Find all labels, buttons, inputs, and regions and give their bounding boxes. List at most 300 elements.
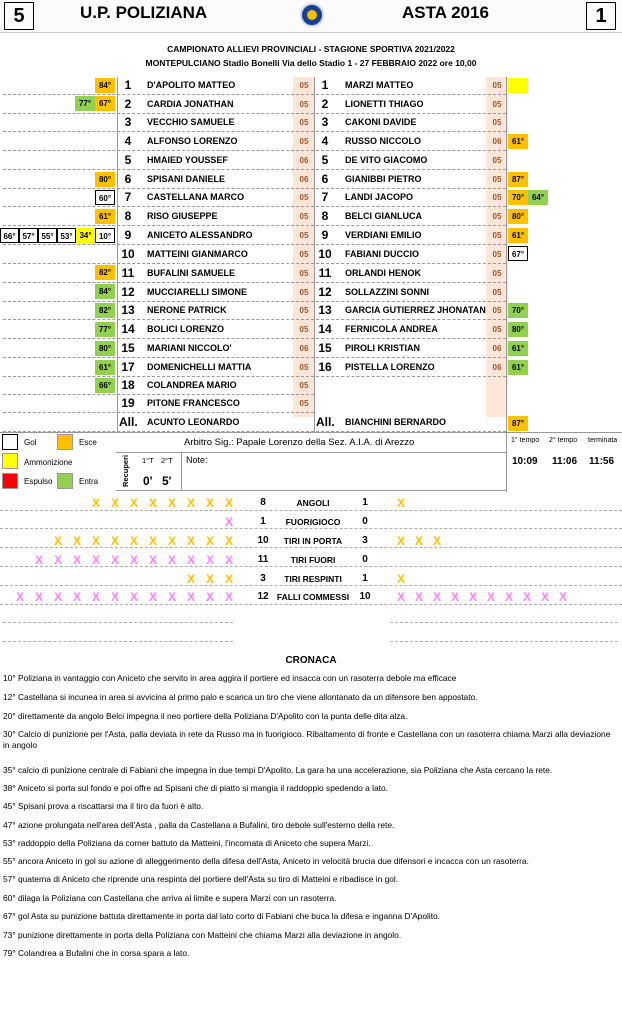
tally-mark: X bbox=[187, 572, 196, 586]
away-player-year: 05 bbox=[492, 118, 502, 127]
home-player-number: 15 bbox=[121, 341, 135, 355]
home-player-number: 10 bbox=[121, 247, 135, 261]
away-player-number: 2 bbox=[321, 97, 329, 111]
away-player-number: 15 bbox=[318, 341, 332, 355]
home-player-name: RISO GIUSEPPE bbox=[147, 211, 218, 221]
time-1-value: 10:09 bbox=[512, 456, 538, 467]
home-player-name: ACUNTO LEONARDO bbox=[147, 417, 240, 427]
home-player-name: COLANDREA MARIO bbox=[147, 380, 237, 390]
cronaca-entry: 35° calcio di punizione centrale di Fabiani che impegna in due tempi D'Apolito. La gara ha una accelerazione, sia Poliziana che Asta cercano la rete. bbox=[3, 765, 553, 775]
referee-info: Arbitro Sig.: Papale Lorenzo della Sez. A.I.A. di Arezzo bbox=[184, 437, 415, 448]
tally-mark: X bbox=[16, 590, 25, 604]
home-event-18: 66° bbox=[95, 378, 115, 393]
home-player-number: 11 bbox=[121, 266, 135, 280]
home-player-number: 2 bbox=[124, 97, 132, 111]
home-player-number: 6 bbox=[124, 172, 132, 186]
home-player-name: BUFALINI SAMUELE bbox=[147, 268, 236, 278]
away-player-name: DE VITO GIACOMO bbox=[345, 155, 428, 165]
row-line bbox=[316, 244, 506, 245]
tally-mark: X bbox=[433, 590, 442, 604]
entra-legend-label: Entra bbox=[79, 477, 99, 486]
time-3-value: 11:56 bbox=[589, 456, 615, 467]
stats-line bbox=[0, 528, 622, 529]
row-line bbox=[316, 225, 506, 226]
home-event-9-gol-b: 57° bbox=[19, 228, 38, 243]
away-player-number: 14 bbox=[318, 322, 332, 336]
away-player-year: 06 bbox=[492, 344, 502, 353]
row-line bbox=[316, 282, 506, 283]
stat-label: TIRI RESPINTI bbox=[284, 574, 342, 584]
espulso-legend-label: Espulso bbox=[24, 477, 53, 486]
note-label: Note: bbox=[186, 455, 208, 465]
cronaca-entry: 55° ancora Aniceto in gol su azione di alleggerimento della difesa dell'Asta, Aniceto in velocità brucia due difensori e incacca con un rasoterra. bbox=[3, 856, 529, 866]
row-line bbox=[3, 357, 314, 358]
away-player-number: 7 bbox=[321, 190, 329, 204]
away-player-name: FERNICOLA ANDREA bbox=[345, 324, 438, 334]
legend-top-line bbox=[0, 432, 622, 433]
tally-mark: X bbox=[130, 534, 139, 548]
home-player-year: 06 bbox=[299, 344, 309, 353]
tally-mark: X bbox=[54, 553, 63, 567]
stat-label: FALLI COMMESSI bbox=[276, 592, 350, 602]
time-1-header: 1° tempo bbox=[511, 437, 540, 444]
home-player-year: 05 bbox=[299, 100, 309, 109]
stat-label: FUORIGIOCO bbox=[285, 517, 341, 527]
away-player-year: 05 bbox=[492, 100, 502, 109]
away-player-name: CAKONI DAVIDE bbox=[345, 117, 417, 127]
tally-mark: X bbox=[92, 590, 101, 604]
tally-mark: X bbox=[111, 553, 120, 567]
away-player-year: 05 bbox=[492, 269, 502, 278]
away-player-name: LIONETTI THIAGO bbox=[345, 99, 424, 109]
tally-mark: X bbox=[130, 553, 139, 567]
away-player-number: 13 bbox=[318, 303, 332, 317]
blank-line-right bbox=[390, 622, 618, 623]
tally-mark: X bbox=[54, 590, 63, 604]
cronaca-entry: 57° quaterna di Aniceto che riprende una respinta del portiere dell'Asta su tiro di Matteini e ribadisce in gol. bbox=[3, 874, 399, 884]
recuperi-2t-value: 5' bbox=[162, 474, 172, 488]
away-player-name: SOLLAZZINI SONNI bbox=[345, 287, 429, 297]
away-player-name: BIANCHINI BERNARDO bbox=[345, 417, 446, 427]
tally-mark: X bbox=[225, 496, 234, 510]
stat-away-value: 0 bbox=[362, 516, 368, 527]
home-player-year: 05 bbox=[299, 193, 309, 202]
home-player-year: 05 bbox=[299, 137, 309, 146]
tally-mark: X bbox=[206, 590, 215, 604]
row-line bbox=[316, 338, 506, 339]
away-player-name: GARCIA GUTIERREZ JHONATAN bbox=[345, 305, 486, 315]
home-player-year: 05 bbox=[299, 306, 309, 315]
home-event-9-gol-d: 53° bbox=[57, 228, 76, 243]
stat-label: TIRI IN PORTA bbox=[283, 536, 343, 546]
stats-line bbox=[0, 510, 622, 511]
stat-label: TIRI FUORI bbox=[290, 555, 336, 565]
header-bar bbox=[0, 0, 622, 33]
tally-mark: X bbox=[73, 590, 82, 604]
away-player-name: MARZI MATTEO bbox=[345, 80, 414, 90]
home-player-year: 05 bbox=[299, 81, 309, 90]
away-player-name: PISTELLA LORENZO bbox=[345, 362, 435, 372]
tally-mark: X bbox=[206, 496, 215, 510]
row-line bbox=[3, 263, 314, 264]
stat-home-value: 11 bbox=[257, 554, 269, 565]
cronaca-entry: 79° Colandrea a Bufalini che in corsa spara a lato. bbox=[3, 948, 190, 958]
row-line bbox=[3, 225, 314, 226]
away-event-14: 80° bbox=[508, 322, 528, 337]
away-player-name: BELCI GIANLUCA bbox=[345, 211, 422, 221]
tally-mark: X bbox=[92, 553, 101, 567]
home-event-15: 80° bbox=[95, 341, 115, 356]
home-event-7-gol: 60° bbox=[95, 190, 115, 205]
home-player-number: 17 bbox=[121, 360, 135, 374]
venue-line: MONTEPULCIANO Stadio Bonelli Via dello Stadio 1 - 27 FEBBRAIO 2022 ore 10,00 bbox=[145, 58, 477, 68]
away-player-name: LANDI JACOPO bbox=[345, 192, 414, 202]
home-player-name: DOMENICHELLI MATTIA bbox=[147, 362, 252, 372]
away-player-name: FABIANI DUCCIO bbox=[345, 249, 419, 259]
cronaca-entry: 53° raddoppio della Poliziana da corner battuto da Matteini, l'incornata di Aniceto che supera Marzi. bbox=[3, 838, 371, 848]
home-player-number: 7 bbox=[124, 190, 132, 204]
row-line bbox=[3, 376, 314, 377]
tally-mark: X bbox=[92, 496, 101, 510]
home-event-9-gol-c: 55° bbox=[38, 228, 57, 243]
away-player-number: All. bbox=[316, 415, 335, 429]
away-event-15: 61° bbox=[508, 341, 528, 356]
tally-mark: X bbox=[559, 590, 568, 604]
home-player-number: 1 bbox=[124, 78, 132, 92]
away-player-name: RUSSO NICCOLO bbox=[345, 136, 422, 146]
blank-line-left bbox=[3, 641, 233, 642]
blank-line-right bbox=[390, 641, 618, 642]
home-player-number: 4 bbox=[124, 134, 132, 148]
stat-home-value: 1 bbox=[260, 516, 266, 527]
home-player-year: 05 bbox=[299, 381, 309, 390]
tally-mark: X bbox=[187, 534, 196, 548]
away-player-number: 12 bbox=[318, 285, 332, 299]
tally-mark: X bbox=[505, 590, 514, 604]
tally-mark: X bbox=[168, 496, 177, 510]
home-player-year: 06 bbox=[299, 156, 309, 165]
tally-mark: X bbox=[73, 553, 82, 567]
home-event-11: 82° bbox=[95, 265, 115, 280]
esce-legend-label: Esce bbox=[79, 438, 97, 447]
away-player-year: 05 bbox=[492, 212, 502, 221]
away-player-number: 4 bbox=[321, 134, 329, 148]
away-player-number: 9 bbox=[321, 228, 329, 242]
stat-label: ANGOLI bbox=[296, 498, 330, 508]
tally-mark: X bbox=[523, 590, 532, 604]
home-player-year: 05 bbox=[299, 269, 309, 278]
away-event-10-gol: 67° bbox=[508, 246, 528, 261]
row-line bbox=[3, 150, 314, 151]
home-player-name: VECCHIO SAMUELE bbox=[147, 117, 235, 127]
home-player-name: BOLICI LORENZO bbox=[147, 324, 224, 334]
away-player-year: 05 bbox=[492, 156, 502, 165]
away-player-year: 05 bbox=[492, 231, 502, 240]
stat-away-value: 1 bbox=[362, 573, 368, 584]
recuperi-2t-label: 2°T bbox=[161, 456, 173, 465]
home-player-name: MATTEINI GIANMARCO bbox=[147, 249, 248, 259]
home-event-9-gol-e: 10° bbox=[95, 228, 115, 243]
away-event-16: 61° bbox=[508, 360, 528, 375]
away-player-year: 05 bbox=[492, 306, 502, 315]
stat-away-value: 0 bbox=[362, 554, 368, 565]
stat-home-value: 10 bbox=[257, 535, 269, 546]
away-player-number: 6 bbox=[321, 172, 329, 186]
stat-away-value: 1 bbox=[362, 497, 368, 508]
tally-mark: X bbox=[487, 590, 496, 604]
roster-divider bbox=[314, 77, 315, 432]
tally-mark: X bbox=[92, 534, 101, 548]
away-team-title: ASTA 2016 bbox=[402, 3, 489, 22]
tally-mark: X bbox=[187, 553, 196, 567]
cronaca-entry: 73° punizione direttamente in porta della Poliziana con Matteini che chiama Marzi alla deviazione in angolo. bbox=[3, 930, 402, 940]
home-player-number: All. bbox=[119, 415, 138, 429]
gol-legend-label: Gol bbox=[24, 438, 37, 447]
away-event-9: 61° bbox=[508, 228, 528, 243]
home-player-year: 05 bbox=[299, 288, 309, 297]
row-line bbox=[3, 94, 314, 95]
tally-mark: X bbox=[35, 590, 44, 604]
away-player-year: 06 bbox=[492, 363, 502, 372]
home-event-12: 84° bbox=[95, 284, 115, 299]
away-player-name: PIROLI KRISTIAN bbox=[345, 343, 421, 353]
home-player-number: 9 bbox=[124, 228, 132, 242]
cronaca-title: CRONACA bbox=[285, 655, 337, 666]
cronaca-entry: 12° Castellana si incunea in area si avvicina al primo palo e scarica un tiro che viene allontanato da un difensore ben appostato. bbox=[3, 692, 478, 702]
home-player-year: 05 bbox=[299, 363, 309, 372]
tally-mark: X bbox=[397, 590, 406, 604]
tally-mark: X bbox=[433, 534, 442, 548]
cronaca-entry: 20° direttamente da angolo Belci impegna il neo portiere della Poliziana D'Apolito con la punta delle dita alza. bbox=[3, 711, 408, 721]
away-player-number: 11 bbox=[318, 266, 332, 280]
away-event-7a: 70° bbox=[508, 190, 528, 205]
gol-legend-swatch bbox=[2, 434, 18, 450]
recuperi-1t-value: 0' bbox=[143, 474, 153, 488]
cronaca-entry: 30° Calcio di punizione per l'Asta, palla deviata in rete da Russo ma in fuorigioco. Ribaltamento di fronte e Castellana con un rasoterra chiama Marzi alla deviazione in angolo bbox=[3, 729, 611, 750]
tally-mark: X bbox=[73, 534, 82, 548]
cronaca-entry: 10° Poliziana in vantaggio con Aniceto che servito in area aggira il portiere ed insacca con un rasoterra debole ma efficace bbox=[3, 673, 457, 683]
row-line bbox=[3, 113, 314, 114]
cronaca-entry: 38° Aniceto si porta sul fondo e poi offre ad Spisani che di piatto si mangia il raddoppio spedendo a lato. bbox=[3, 783, 388, 793]
cronaca-entry: 60° dilaga la Poliziana con Castellana che arriva al limite e supera Marzi con un rasoterra. bbox=[3, 893, 337, 903]
row-line bbox=[3, 206, 314, 207]
blank-line-left bbox=[3, 622, 233, 623]
row-line bbox=[316, 263, 506, 264]
recuperi-bottom-line bbox=[116, 490, 506, 491]
tally-mark: X bbox=[225, 515, 234, 529]
home-player-name: NERONE PATRICK bbox=[147, 305, 227, 315]
espulso-legend-swatch bbox=[2, 473, 18, 489]
away-player-number: 10 bbox=[318, 247, 332, 261]
ammonizione-legend-swatch bbox=[2, 453, 18, 469]
tally-mark: X bbox=[469, 590, 478, 604]
home-player-name: HMAIED YOUSSEF bbox=[147, 155, 228, 165]
home-player-name: D'APOLITO MATTEO bbox=[147, 80, 236, 90]
home-player-year: 05 bbox=[299, 212, 309, 221]
tally-mark: X bbox=[225, 590, 234, 604]
tally-mark: X bbox=[130, 590, 139, 604]
home-event-14: 77° bbox=[95, 322, 115, 337]
row-line bbox=[316, 113, 506, 114]
time-2-value: 11:06 bbox=[552, 456, 578, 467]
away-event-all: 87° bbox=[508, 416, 528, 431]
home-player-name: ALFONSO LORENZO bbox=[147, 136, 238, 146]
tally-mark: X bbox=[35, 553, 44, 567]
tally-mark: X bbox=[168, 590, 177, 604]
away-event-8: 80° bbox=[508, 209, 528, 224]
tally-mark: X bbox=[206, 572, 215, 586]
away-event-13: 70° bbox=[508, 303, 528, 318]
home-player-name: CARDIA JONATHAN bbox=[147, 99, 234, 109]
stats-line bbox=[0, 585, 622, 586]
home-player-number: 3 bbox=[124, 115, 132, 129]
away-player-year: 05 bbox=[492, 250, 502, 259]
tally-mark: X bbox=[168, 553, 177, 567]
away-event-4: 61° bbox=[508, 134, 528, 149]
away-player-year: 05 bbox=[492, 175, 502, 184]
tally-mark: X bbox=[168, 534, 177, 548]
time-2-header: 2° tempo bbox=[549, 437, 578, 444]
row-line bbox=[3, 131, 314, 132]
home-player-number: 12 bbox=[121, 285, 135, 299]
away-player-year: 05 bbox=[492, 81, 502, 90]
cronaca-entry: 67° gol Asta su punizione battuta direttamente in porta dal lato corto di Fabiani che buca la difesa e inganna D'Apolito. bbox=[3, 911, 441, 921]
tally-mark: X bbox=[415, 590, 424, 604]
tally-mark: X bbox=[130, 496, 139, 510]
home-event-2a: 77° bbox=[75, 96, 95, 111]
stat-home-value: 8 bbox=[260, 497, 266, 508]
away-player-number: 16 bbox=[318, 360, 332, 374]
home-player-name: MUCCIARELLI SIMONE bbox=[147, 287, 247, 297]
recuperi-1t-label: 1°T bbox=[142, 456, 154, 465]
time-3-header: terminata bbox=[588, 437, 618, 444]
row-line bbox=[3, 188, 314, 189]
row-line bbox=[316, 376, 506, 377]
tally-mark: X bbox=[206, 534, 215, 548]
cronaca-entry: 45° Spisani prova a riscattarsi ma il tiro da fuori è alto. bbox=[3, 801, 204, 811]
ammonizione-legend-label: Ammonizione bbox=[24, 458, 73, 467]
home-event-17: 61° bbox=[95, 360, 115, 375]
row-line bbox=[316, 357, 506, 358]
stats-line bbox=[0, 604, 622, 605]
home-event-9-amm: 34° bbox=[76, 228, 95, 243]
tally-mark: X bbox=[111, 590, 120, 604]
row-line bbox=[3, 301, 314, 302]
home-player-name: CASTELLANA MARCO bbox=[147, 192, 245, 202]
home-event-13: 82° bbox=[95, 303, 115, 318]
away-player-number: 5 bbox=[321, 153, 329, 167]
home-event-9-gol-a: 66° bbox=[0, 228, 19, 243]
row-line bbox=[3, 244, 314, 245]
tally-mark: X bbox=[149, 496, 158, 510]
stat-home-value: 3 bbox=[260, 573, 266, 584]
home-event-1: 84° bbox=[95, 78, 115, 93]
home-player-name: SPISANI DANIELE bbox=[147, 174, 226, 184]
row-line bbox=[316, 188, 506, 189]
tally-mark: X bbox=[225, 572, 234, 586]
away-event-1-amm bbox=[508, 78, 528, 93]
tally-mark: X bbox=[451, 590, 460, 604]
stat-home-value: 12 bbox=[257, 591, 269, 602]
entra-legend-swatch bbox=[57, 473, 73, 489]
away-player-name: ORLANDI HENOK bbox=[345, 268, 421, 278]
away-player-name: VERDIANI EMILIO bbox=[345, 230, 422, 240]
home-player-name: MARIANI NICCOLO' bbox=[147, 343, 232, 353]
lnd-logo-icon bbox=[300, 3, 324, 27]
tally-mark: X bbox=[187, 496, 196, 510]
tally-mark: X bbox=[187, 590, 196, 604]
tally-mark: X bbox=[225, 534, 234, 548]
away-score: 1 bbox=[586, 2, 616, 30]
tally-mark: X bbox=[54, 534, 63, 548]
home-player-number: 19 bbox=[121, 396, 135, 410]
note-divider bbox=[181, 452, 182, 490]
away-player-name: GIANIBBI PIETRO bbox=[345, 174, 422, 184]
away-player-year: 05 bbox=[492, 288, 502, 297]
stat-away-value: 3 bbox=[362, 535, 368, 546]
tally-mark: X bbox=[225, 553, 234, 567]
row-line bbox=[316, 94, 506, 95]
esce-legend-swatch bbox=[57, 434, 73, 450]
row-line bbox=[316, 206, 506, 207]
tally-mark: X bbox=[149, 534, 158, 548]
recuperi-label: Recuperi bbox=[121, 454, 130, 488]
stat-away-value: 10 bbox=[359, 591, 371, 602]
row-line bbox=[316, 301, 506, 302]
home-player-number: 14 bbox=[121, 322, 135, 336]
home-event-2b: 67° bbox=[95, 96, 115, 111]
referee-line bbox=[116, 452, 506, 453]
home-player-year: 05 bbox=[299, 118, 309, 127]
championship-title: CAMPIONATO ALLIEVI PROVINCIALI - STAGIONE SPORTIVA 2021/2022 bbox=[167, 44, 455, 54]
row-line bbox=[3, 282, 314, 283]
home-player-year: 05 bbox=[299, 250, 309, 259]
row-line bbox=[3, 169, 314, 170]
tally-mark: X bbox=[149, 553, 158, 567]
tally-mark: X bbox=[149, 590, 158, 604]
row-line bbox=[3, 319, 314, 320]
home-player-year: 06 bbox=[299, 175, 309, 184]
away-player-year: 06 bbox=[492, 137, 502, 146]
row-line bbox=[3, 412, 314, 413]
home-player-year: 05 bbox=[299, 231, 309, 240]
tally-mark: X bbox=[397, 572, 406, 586]
away-player-year: 05 bbox=[492, 325, 502, 334]
row-line bbox=[3, 394, 314, 395]
tally-mark: X bbox=[111, 496, 120, 510]
home-event-8: 61° bbox=[95, 209, 115, 224]
home-player-number: 5 bbox=[124, 153, 132, 167]
away-player-number: 1 bbox=[321, 78, 329, 92]
tally-mark: X bbox=[541, 590, 550, 604]
row-line bbox=[316, 131, 506, 132]
away-player-year: 05 bbox=[492, 193, 502, 202]
home-player-name: ANICETO ALESSANDRO bbox=[147, 230, 253, 240]
away-event-6: 87° bbox=[508, 172, 528, 187]
home-player-year: 05 bbox=[299, 325, 309, 334]
away-event-7b: 64° bbox=[528, 190, 548, 205]
tally-mark: X bbox=[206, 553, 215, 567]
tally-mark: X bbox=[111, 534, 120, 548]
tally-mark: X bbox=[397, 496, 406, 510]
row-line bbox=[316, 150, 506, 151]
home-score: 5 bbox=[4, 2, 34, 30]
home-player-number: 18 bbox=[121, 378, 135, 392]
home-player-year: 05 bbox=[299, 399, 309, 408]
cronaca-entry: 47° azione prolungata nell'area dell'Asta , palla da Castellana a Bufalini, tiro debole sull'esterno della rete. bbox=[3, 820, 395, 830]
home-event-6: 80° bbox=[95, 172, 115, 187]
away-player-number: 3 bbox=[321, 115, 329, 129]
